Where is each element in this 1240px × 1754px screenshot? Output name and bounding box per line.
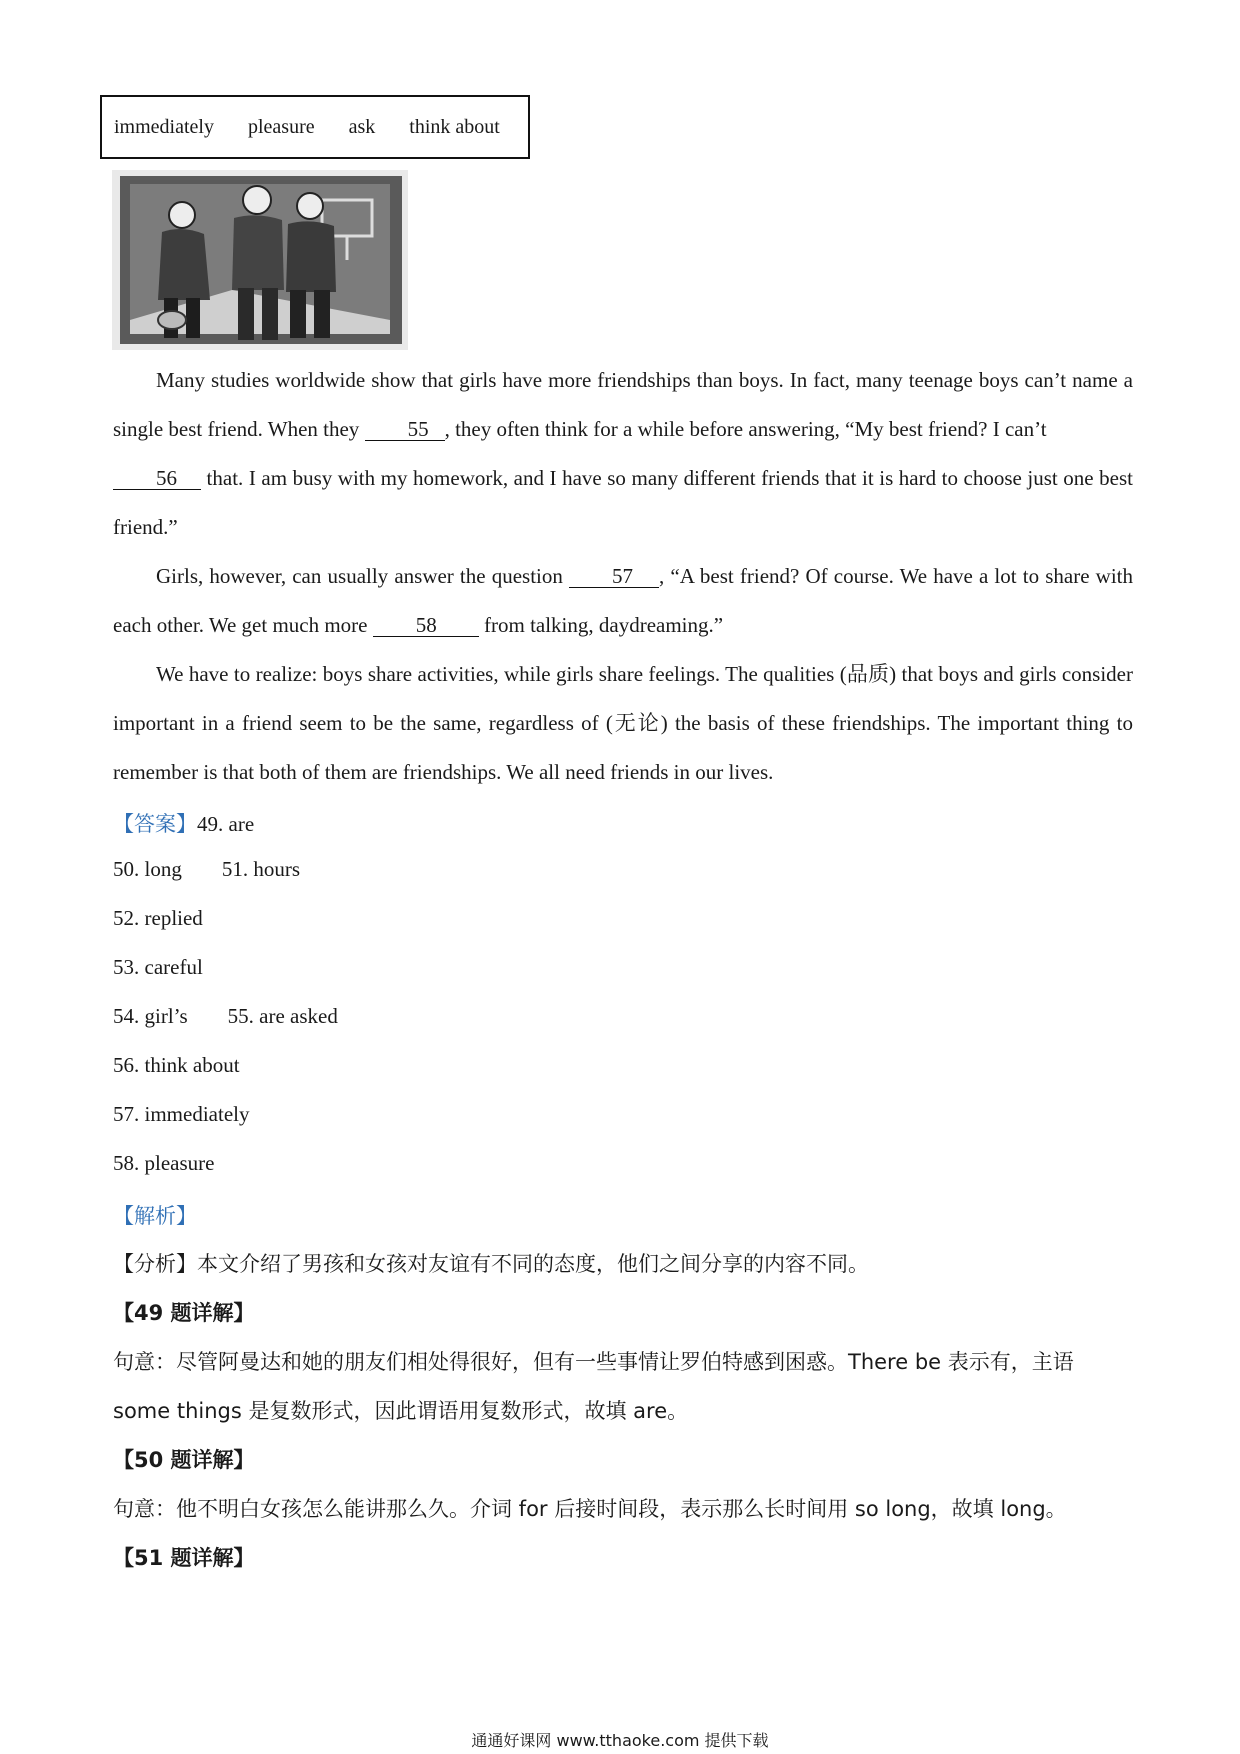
answer-line-50-51: 50. long 51. hours bbox=[113, 857, 301, 881]
answer-line-57: 57. immediately bbox=[113, 1102, 250, 1126]
answer-line-56: 56. think about bbox=[113, 1053, 240, 1077]
answer-line-52: 52. replied bbox=[113, 906, 203, 930]
analysis-tag: 【解析】 bbox=[113, 1204, 197, 1228]
detail-text-49: 句意：尽管阿曼达和她的朋友们相处得很好，但有一些事情让罗伯特感到困惑。There be 表示有，主语 some things 是复数形式，因此谓语用复数形式，故填 are。 bbox=[113, 1350, 1074, 1423]
answer-line-53: 53. careful bbox=[113, 955, 203, 979]
answer-line-49: 【答案】49. are bbox=[113, 812, 255, 836]
word-bank-box bbox=[100, 95, 530, 159]
detail-text-50: 句意：他不明白女孩怎么能讲那么久。介词 for 后接时间段，表示那么长时间用 so long，故填 long。 bbox=[113, 1497, 1067, 1521]
answer-line-54-55: 54. girl’s 55. are asked bbox=[113, 1004, 338, 1028]
passage-paragraph-1: Many studies worldwide show that girls have more friendships than boys. In fact, many teenage boys can’t name a single best friend. When they 55 , they often think for a while before answering, “My best friend? I can’t 56 that. I am busy with my homework, and I have so many different friends that it is hard to choose just one best friend.” bbox=[113, 368, 1133, 539]
detail-heading-51: 【51 题详解】 bbox=[113, 1546, 255, 1570]
analysis-summary: 【分析】本文介绍了男孩和女孩对友谊有不同的态度，他们之间分享的内容不同。 bbox=[113, 1252, 869, 1276]
blank-58: 58 bbox=[373, 614, 479, 637]
answer-line-58: 58. pleasure bbox=[113, 1151, 215, 1175]
blank-56: 56 bbox=[113, 467, 201, 490]
word-bank-item: immediately bbox=[114, 115, 214, 138]
passage-paragraph-3: We have to realize: boys share activities, while girls share feelings. The qualities (品质) that boys and girls consider important in a friend seem to be the same, regardless of (无论) the basis of these friendships. The important thing to remember is that both of them are friendships. We all need friends in our lives. bbox=[113, 662, 1133, 784]
blank-57: 57 bbox=[569, 565, 659, 588]
illustration-boys-photo bbox=[112, 170, 408, 350]
blank-55: 55 bbox=[365, 418, 445, 441]
word-bank-item: ask bbox=[348, 115, 376, 138]
detail-heading-49: 【49 题详解】 bbox=[113, 1301, 255, 1325]
word-bank-item: think about bbox=[409, 115, 500, 138]
answer-tag: 【答案】 bbox=[113, 812, 197, 836]
passage-paragraph-2: Girls, however, can usually answer the question 57 , “A best friend? Of course. We have a lot to share with each other. We get much more 58 from talking, daydreaming.” bbox=[113, 564, 1133, 637]
detail-heading-50: 【50 题详解】 bbox=[113, 1448, 255, 1472]
page-footer: 通通好课网 www.tthaoke.com 提供下载 bbox=[471, 1731, 769, 1750]
word-bank-item: pleasure bbox=[247, 115, 315, 138]
